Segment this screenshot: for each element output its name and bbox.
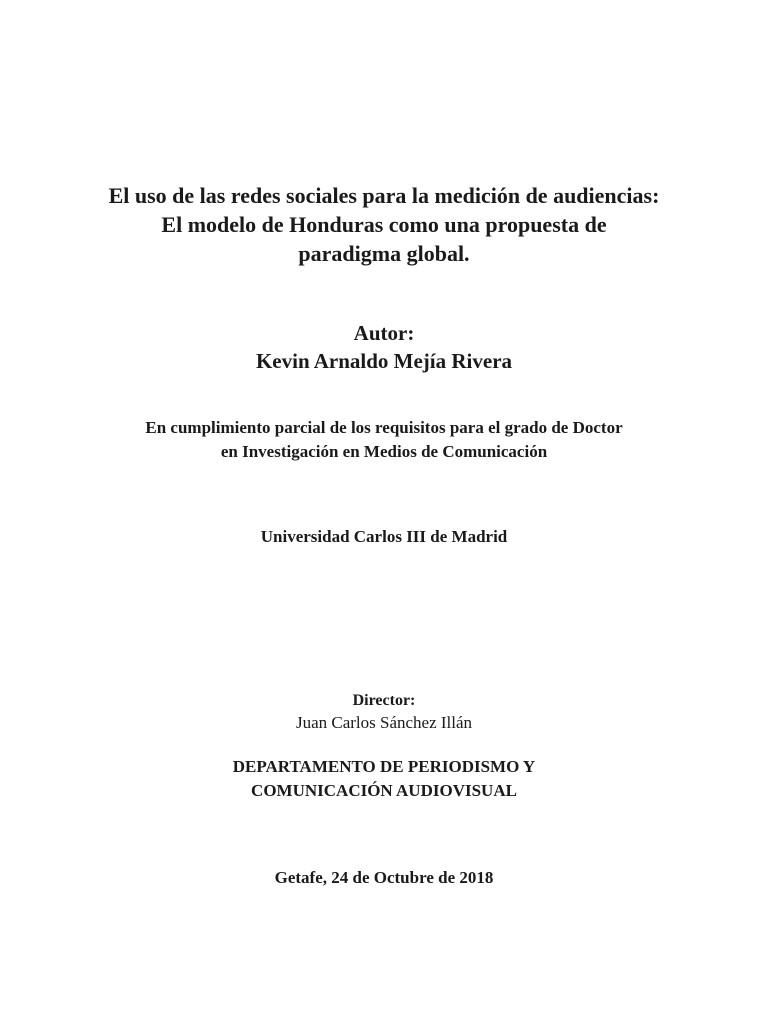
- degree-statement: [0, 416, 768, 464]
- author-label: Autor:: [353, 321, 415, 345]
- director-block: [0, 690, 768, 734]
- thesis-title-line-1: El uso de las redes sociales para la medición de audiencias:: [108, 183, 660, 208]
- department-line-2: COMUNICACIÓN AUDIOVISUAL: [251, 781, 517, 800]
- director-name: Juan Carlos Sánchez Illán: [295, 713, 473, 732]
- director-label: Director:: [352, 692, 416, 709]
- department-name: [0, 755, 768, 803]
- degree-statement-line-1: En cumplimiento parcial de los requisitos para el grado de Doctor: [145, 418, 623, 437]
- department-line-1: DEPARTAMENTO DE PERIODISMO Y: [232, 757, 536, 776]
- thesis-title-line-2: El modelo de Honduras como una propuesta de: [161, 212, 607, 237]
- thesis-title: [0, 181, 768, 268]
- thesis-title-line-3: paradigma global.: [298, 241, 470, 266]
- degree-statement-line-2: en Investigación en Medios de Comunicación: [220, 442, 548, 461]
- university-name: Universidad Carlos III de Madrid: [260, 527, 508, 546]
- author-block: [0, 319, 768, 375]
- place-date: Getafe, 24 de Octubre de 2018: [274, 868, 494, 887]
- author-name: Kevin Arnaldo Mejía Rivera: [255, 349, 513, 373]
